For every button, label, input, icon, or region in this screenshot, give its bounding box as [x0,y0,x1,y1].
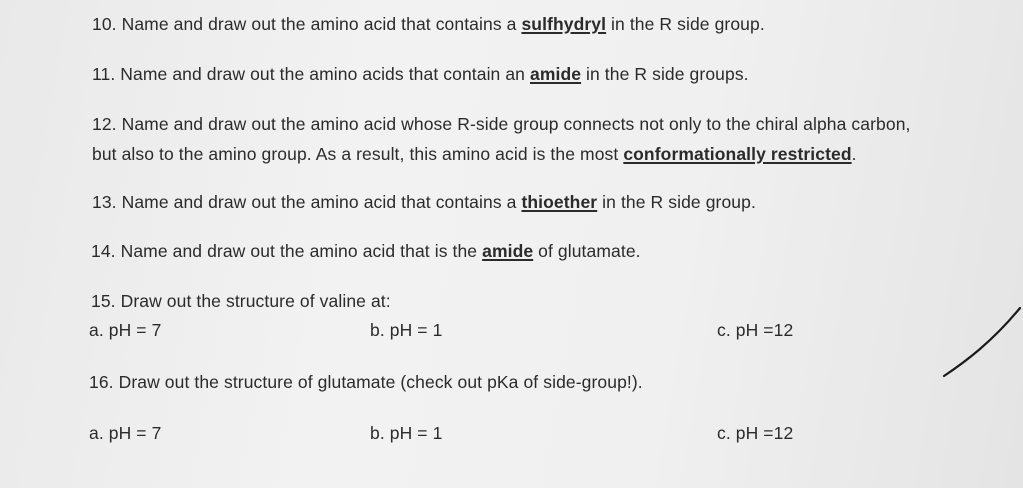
question-14 [91,241,641,261]
question-16-title: 16. Draw out the structure of glutamate (check out pKa of side-group!). [89,372,643,392]
question-10-keyword: sulfhydryl [521,14,607,34]
question-13-text: 13. Name and draw out the amino acid that contains a [92,192,522,212]
question-12-text-end: . [851,144,857,164]
question-16-part-b: b. pH = 1 [370,423,443,443]
question-11 [92,64,749,84]
question-12-text-cont: but also to the amino group. As a result, this amino acid is the most [92,144,624,164]
question-11-text: 11. Name and draw out the amino acids that contain an [92,64,530,84]
question-12-line-1 [92,114,911,134]
question-16-part-c: c. pH =12 [717,423,794,443]
question-12-keyword: conformationally restricted [623,144,852,164]
question-13 [92,192,756,212]
question-15-title: 15. Draw out the structure of valine at: [91,291,391,311]
question-11-keyword: amide [529,64,582,84]
question-11-text-end: in the R side groups. [581,64,749,84]
question-14-text-end: of glutamate. [533,241,641,261]
question-12-line-2 [92,144,857,164]
question-15-part-c: c. pH =12 [717,320,794,340]
question-14-keyword: amide [482,241,534,261]
question-13-keyword: thioether [521,192,598,212]
question-10 [92,14,765,34]
question-15-part-b: b. pH = 1 [370,320,443,340]
question-12-text: 12. Name and draw out the amino acid whose R-side group connects not only to the chiral alpha carbon, [92,114,911,134]
question-16-part-a: a. pH = 7 [89,423,162,443]
question-13-text-end: in the R side group. [597,192,756,212]
question-14-text: 14. Name and draw out the amino acid that is the [91,241,483,261]
question-10-text: 10. Name and draw out the amino acid that contains a [92,14,522,34]
pen-stroke-mark [930,300,1023,380]
question-10-text-end: in the R side group. [606,14,765,34]
question-15-part-a: a. pH = 7 [89,320,162,340]
